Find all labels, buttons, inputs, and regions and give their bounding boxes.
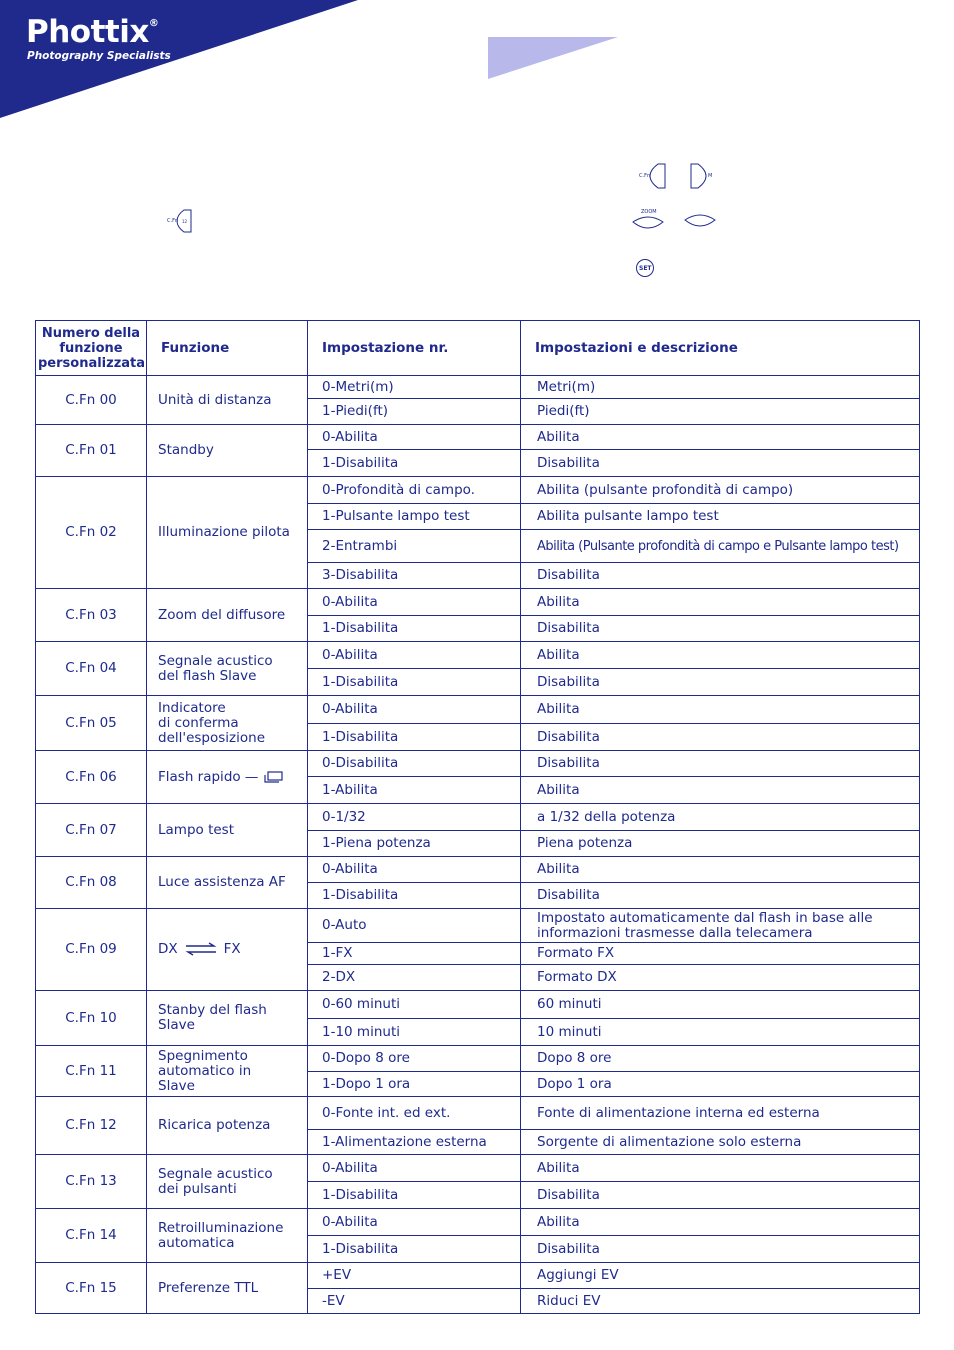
setting-number: 0-Abilita <box>308 1155 521 1182</box>
setting-description: Impostato automaticamente dal flash in base alle informazioni trasmesse dalla telecamera <box>521 909 920 943</box>
setting-description: Abilita <box>521 857 920 883</box>
setting-number: 1-Pulsante lampo test <box>308 504 521 530</box>
function-name <box>147 1097 308 1155</box>
svg-text:12: 12 <box>182 219 188 224</box>
function-name <box>147 696 308 751</box>
setting-number: 1-Disabilita <box>308 450 521 477</box>
table-row <box>36 589 920 616</box>
brand-tagline: Photography Specialists <box>27 50 171 62</box>
setting-number: 0-Auto <box>308 909 521 943</box>
function-name <box>147 804 308 857</box>
setting-number: 0-Abilita <box>308 642 521 669</box>
setting-description: Abilita <box>521 1209 920 1236</box>
setting-number: 0-Profondità di campo. <box>308 477 521 504</box>
setting-description: Abilita (pulsante profondità di campo) <box>521 477 920 504</box>
setting-description: Abilita <box>521 425 920 450</box>
setting-description: Abilita (Pulsante profondità di campo e Pulsante lampo test) <box>521 530 920 563</box>
function-code: C.Fn 08 <box>36 857 147 909</box>
setting-number: 1-Disabilita <box>308 724 521 751</box>
setting-description: Disabilita <box>521 450 920 477</box>
setting-description: Abilita <box>521 642 920 669</box>
setting-description: Disabilita <box>521 751 920 777</box>
function-code: C.Fn 03 <box>36 589 147 642</box>
set-button-icon <box>635 258 655 278</box>
setting-description: Disabilita <box>521 883 920 909</box>
table-row <box>36 991 920 1019</box>
set-label: SET <box>639 265 652 272</box>
table-row <box>36 857 920 883</box>
function-name-text: Standby <box>158 442 214 458</box>
function-name-text: Preferenze TTL <box>158 1279 259 1296</box>
cfn-label-right: C.Fn <box>639 173 651 179</box>
setting-description: Riduci EV <box>521 1289 920 1314</box>
header-setting-no: Impostazione nr. <box>308 321 521 376</box>
function-name-text: Stanby del flash Slave <box>158 1002 267 1033</box>
table-row <box>36 1097 920 1130</box>
table-row <box>36 376 920 399</box>
function-name-text: Flash rapido — <box>158 768 259 785</box>
setting-description: Sorgente di alimentazione solo esterna <box>521 1130 920 1155</box>
table-header-row <box>36 321 920 376</box>
function-code: C.Fn 10 <box>36 991 147 1046</box>
function-name <box>147 589 308 642</box>
setting-description: Piedi(ft) <box>521 399 920 425</box>
function-name <box>147 425 308 477</box>
function-code: C.Fn 06 <box>36 751 147 804</box>
setting-number: 1-Disabilita <box>308 1236 521 1263</box>
setting-number: 0-1/32 <box>308 804 521 831</box>
setting-description: 60 minuti <box>521 991 920 1019</box>
function-name <box>147 376 308 425</box>
zoom-dial-top-icon <box>631 206 665 232</box>
table-body <box>36 376 920 1314</box>
function-name-b: FX <box>223 941 241 957</box>
setting-description: Abilita <box>521 589 920 616</box>
setting-number: 1-Dopo 1 ora <box>308 1072 521 1097</box>
setting-number: 0-Abilita <box>308 425 521 450</box>
function-name <box>147 857 308 909</box>
function-name-text: Spegnimento automatico in Slave <box>158 1047 252 1094</box>
function-code: C.Fn 13 <box>36 1155 147 1209</box>
setting-description: 10 minuti <box>521 1019 920 1046</box>
table-row <box>36 751 920 777</box>
setting-number: 1-10 minuti <box>308 1019 521 1046</box>
function-name-text: Luce assistenza AF <box>158 874 286 890</box>
function-code: C.Fn 00 <box>36 376 147 425</box>
setting-description: Abilita <box>521 1155 920 1182</box>
table-row <box>36 642 920 669</box>
setting-description: Disabilita <box>521 724 920 751</box>
brand-name: Phottix <box>26 14 149 50</box>
cfn-dial-icon <box>166 208 194 234</box>
function-code: C.Fn 15 <box>36 1263 147 1314</box>
setting-number: 0-Dopo 8 ore <box>308 1046 521 1072</box>
setting-description: Abilita <box>521 696 920 724</box>
setting-number: 0-Abilita <box>308 857 521 883</box>
setting-description: Disabilita <box>521 669 920 696</box>
header-function: Funzione <box>147 321 308 376</box>
setting-number: 1-Disabilita <box>308 883 521 909</box>
function-code: C.Fn 02 <box>36 477 147 589</box>
zoom-label: ZOOM <box>641 209 657 215</box>
table-row <box>36 696 920 724</box>
swap-arrows-icon <box>184 942 218 956</box>
header-description: Impostazioni e descrizione <box>521 321 920 376</box>
function-code: C.Fn 14 <box>36 1209 147 1263</box>
function-name <box>147 1046 308 1097</box>
setting-description: Abilita <box>521 777 920 804</box>
setting-number: 2-Entrambi <box>308 530 521 563</box>
function-code: C.Fn 11 <box>36 1046 147 1097</box>
setting-number: 1-Piedi(ft) <box>308 399 521 425</box>
function-name <box>147 909 308 991</box>
setting-number: 0-60 minuti <box>308 991 521 1019</box>
function-name <box>147 751 308 804</box>
setting-description: Dopo 1 ora <box>521 1072 920 1097</box>
setting-description: Fonte di alimentazione interna ed esterna <box>521 1097 920 1130</box>
function-code: C.Fn 12 <box>36 1097 147 1155</box>
setting-description: Metri(m) <box>521 376 920 399</box>
function-name-a: DX <box>158 941 178 957</box>
setting-description: Abilita pulsante lampo test <box>521 504 920 530</box>
setting-description: Aggiungi EV <box>521 1263 920 1289</box>
function-code: C.Fn 01 <box>36 425 147 477</box>
setting-number: 0-Abilita <box>308 696 521 724</box>
setting-description: Dopo 8 ore <box>521 1046 920 1072</box>
setting-number: 0-Metri(m) <box>308 376 521 399</box>
function-name <box>147 1263 308 1314</box>
table-row <box>36 477 920 504</box>
function-name-text: Segnale acustico del flash Slave <box>158 652 273 684</box>
custom-functions-table <box>35 320 920 1314</box>
function-name-text: Unità di distanza <box>158 391 272 408</box>
table-row <box>36 425 920 450</box>
table-row <box>36 1209 920 1236</box>
function-code: C.Fn 05 <box>36 696 147 751</box>
dial-bottom-icon <box>683 208 717 232</box>
setting-number: 0-Disabilita <box>308 751 521 777</box>
setting-description: Disabilita <box>521 1236 920 1263</box>
setting-description: Formato DX <box>521 965 920 991</box>
setting-description: a 1/32 della potenza <box>521 804 920 831</box>
setting-number: -EV <box>308 1289 521 1314</box>
banner-accent <box>488 37 618 79</box>
function-name <box>147 1155 308 1209</box>
function-code: C.Fn 04 <box>36 642 147 696</box>
function-code: C.Fn 07 <box>36 804 147 857</box>
table-row <box>36 1155 920 1182</box>
function-name <box>147 477 308 589</box>
function-name-text: Segnale acustico dei pulsanti <box>158 1165 273 1197</box>
setting-number: 1-Disabilita <box>308 1182 521 1209</box>
header-number: Numero della funzione personalizzata <box>36 321 147 376</box>
setting-number: 0-Abilita <box>308 589 521 616</box>
setting-number: 1-Alimentazione esterna <box>308 1130 521 1155</box>
setting-number: 1-Disabilita <box>308 616 521 642</box>
setting-description: Formato FX <box>521 943 920 965</box>
mode-label: M <box>708 173 713 179</box>
table-row <box>36 804 920 831</box>
header-banner <box>0 0 954 130</box>
function-name-text: Illuminazione pilota <box>158 524 290 540</box>
setting-number: 3-Disabilita <box>308 563 521 589</box>
setting-number: +EV <box>308 1263 521 1289</box>
mode-dial-right-icon <box>688 162 718 190</box>
setting-description: Disabilita <box>521 563 920 589</box>
setting-number: 2-DX <box>308 965 521 991</box>
setting-number: 0-Fonte int. ed ext. <box>308 1097 521 1130</box>
setting-number: 1-Piena potenza <box>308 831 521 857</box>
brand-mark: ® <box>148 18 159 29</box>
function-name-text: Indicatore di conferma dell'esposizione <box>158 699 265 746</box>
function-name-text: Lampo test <box>158 821 234 838</box>
brand-logo <box>26 14 158 50</box>
function-name <box>147 642 308 696</box>
setting-description: Disabilita <box>521 616 920 642</box>
function-code: C.Fn 09 <box>36 909 147 991</box>
setting-number: 1-FX <box>308 943 521 965</box>
cfn-label: C.Fn <box>167 218 179 224</box>
setting-number: 1-Abilita <box>308 777 521 804</box>
setting-number: 0-Abilita <box>308 1209 521 1236</box>
table-row <box>36 909 920 943</box>
function-name-text: Retroilluminazione automatica <box>158 1219 284 1251</box>
function-name <box>147 1209 308 1263</box>
setting-description: Piena potenza <box>521 831 920 857</box>
table-row <box>36 1046 920 1072</box>
function-name <box>147 991 308 1046</box>
function-name-text: Ricarica potenza <box>158 1117 271 1133</box>
table-row <box>36 1263 920 1289</box>
setting-description: Disabilita <box>521 1182 920 1209</box>
cfn-dial-left-icon <box>638 162 668 190</box>
function-name-text: Zoom del diffusore <box>158 606 286 623</box>
continuous-shooting-icon <box>264 770 284 784</box>
setting-number: 1-Disabilita <box>308 669 521 696</box>
